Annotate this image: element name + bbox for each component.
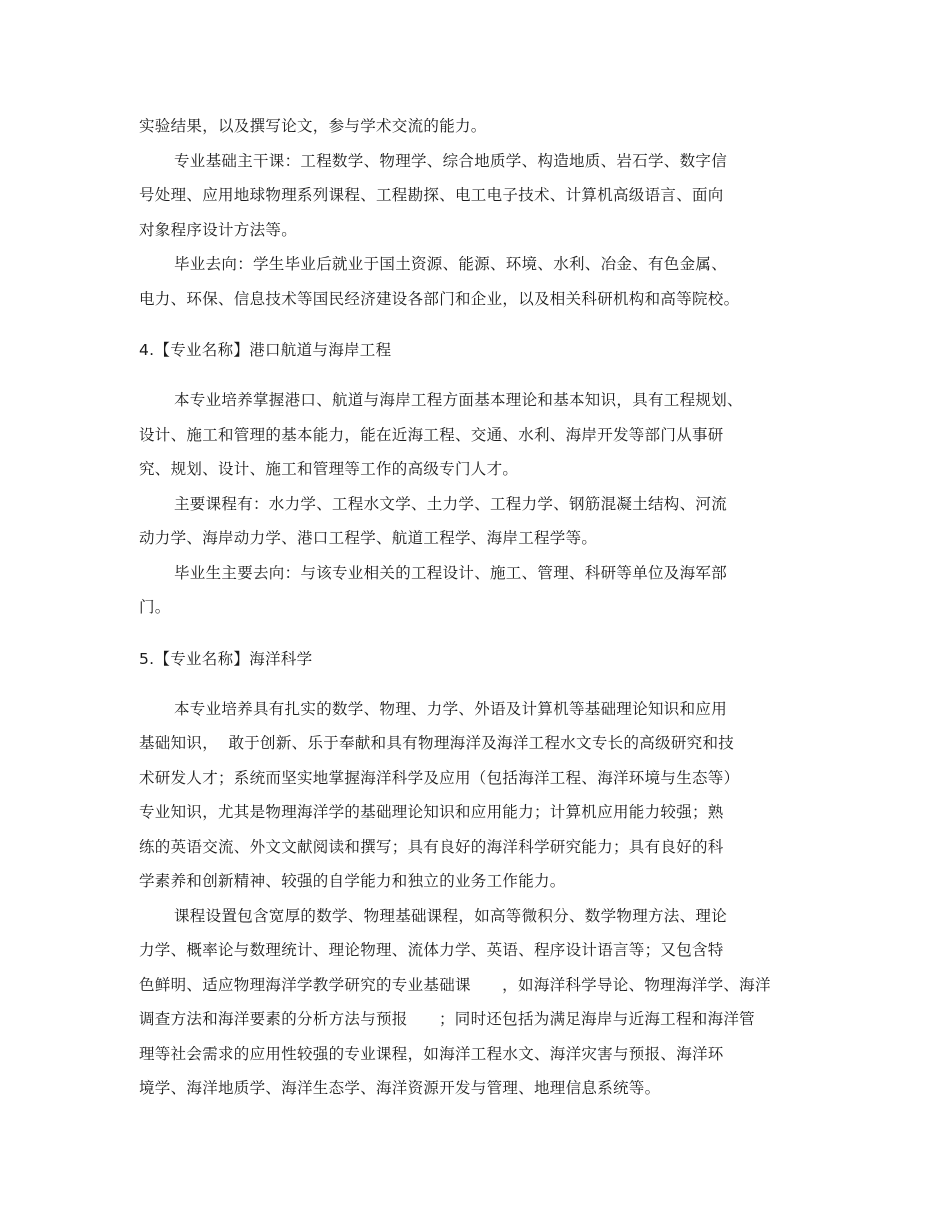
section-heading: 5.【专业名称】海洋科学 bbox=[139, 650, 313, 668]
text-line: 力学、概率论与数理统计、理论物理、流体力学、英语、程序设计语言等；又包含特 bbox=[139, 941, 724, 959]
text-line: 理等社会需求的应用性较强的专业课程，如海洋工程水文、海洋灾害与预报、海洋环 bbox=[139, 1045, 724, 1063]
text-line: 色鲜明、适应物理海洋学教学研究的专业基础课 ，如海洋科学导论、物理海洋学、海洋 bbox=[139, 976, 771, 994]
text-line: 毕业去向：学生毕业后就业于国土资源、能源、环境、水利、冶金、有色金属、 bbox=[174, 255, 728, 273]
text-line: 设计、施工和管理的基本能力，能在近海工程、交通、水利、海岸开发等部门从事研 bbox=[139, 426, 724, 444]
text-line: 主要课程有：水力学、工程水文学、土力学、工程力学、钢筋混凝土结构、河流 bbox=[174, 495, 728, 513]
text-line: 本专业培养具有扎实的数学、物理、力学、外语及计算机等基础理论知识和应用 bbox=[174, 700, 728, 718]
text-line: 电力、环保、信息技术等国民经济建设各部门和企业，以及相关科研机构和高等院校。 bbox=[139, 290, 740, 308]
text-line: 学素养和创新精神、较强的自学能力和独立的业务工作能力。 bbox=[139, 872, 566, 890]
text-line: 对象程序设计方法等。 bbox=[139, 221, 298, 239]
text-line: 毕业生主要去向：与该专业相关的工程设计、施工、管理、科研等单位及海军部 bbox=[174, 564, 728, 582]
text-line: 号处理、应用地球物理系列课程、工程勘探、电工电子技术、计算机高级语言、面向 bbox=[139, 186, 724, 204]
text-line: 境学、海洋地质学、海洋生态学、海洋资源开发与管理、地理信息系统等。 bbox=[139, 1079, 661, 1097]
text-line: 专业知识，尤其是物理海洋学的基础理论知识和应用能力；计算机应用能力较强；熟 bbox=[139, 803, 724, 821]
text-line: 专业基础主干课：工程数学、物理学、综合地质学、构造地质、岩石学、数字信 bbox=[174, 152, 728, 170]
text-line: 术研发人才；系统而坚实地掌握海洋科学及应用（包括海洋工程、海洋环境与生态等） bbox=[139, 769, 740, 787]
text-line: 动力学、海岸动力学、港口工程学、航道工程学、海岸工程学等。 bbox=[139, 529, 598, 547]
section-heading: 4.【专业名称】港口航道与海岸工程 bbox=[139, 341, 392, 359]
text-line: 调查方法和海洋要素的分析方法与预报 ；同时还包括为满足海岸与近海工程和海洋管 bbox=[139, 1010, 755, 1028]
text-line: 基础知识， 敢于创新、乐于奉献和具有物理海洋及海洋工程水文专长的高级研究和技 bbox=[139, 734, 735, 752]
text-line: 课程设置包含宽厚的数学、物理基础课程，如高等微积分、数学物理方法、理论 bbox=[174, 907, 728, 925]
text-line: 门。 bbox=[139, 598, 171, 616]
text-line: 练的英语交流、外文文献阅读和撰写；具有良好的海洋科学研究能力；具有良好的科 bbox=[139, 838, 724, 856]
text-line: 本专业培养掌握港口、航道与海岸工程方面基本理论和基本知识，具有工程规划、 bbox=[174, 391, 743, 409]
text-line: 究、规划、设计、施工和管理等工作的高级专门人才。 bbox=[139, 460, 519, 478]
text-line: 实验结果，以及撰写论文，参与学术交流的能力。 bbox=[139, 117, 487, 135]
